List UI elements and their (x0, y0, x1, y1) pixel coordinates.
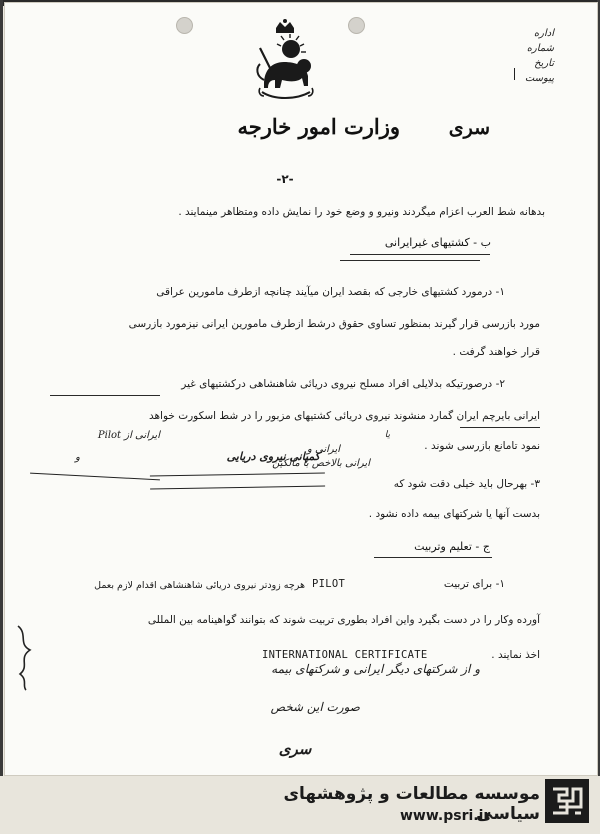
institute-logo-icon (545, 779, 589, 823)
lion-and-sun-emblem-icon (250, 18, 320, 100)
para4-line-1a: ۱- برای تربیت (443, 578, 505, 590)
para4-line-1b: هرچه زودتر نیروی دریائی شاهنشاهی اقدام لازم بعمل (94, 580, 305, 591)
meta-office-label: اداره (533, 28, 554, 39)
para2-line-1: ۲- درصورتیکه بدلایلی افراد مسلح نیروی دریائی شاهنشاهی درکشتیهای غیر (181, 378, 505, 390)
handwritten-note-pilot: Pilot ایرانی از (97, 430, 160, 441)
para1-line-3: قرار خواهند گرفت . (452, 346, 540, 358)
para3-line-2: بدست آنها یا شرکتهای بیمه داده نشود . (368, 508, 540, 520)
handwritten-margin-mark (14, 622, 36, 692)
para2-underline-b (460, 427, 540, 428)
punch-hole-left (176, 17, 193, 34)
page-number: -۲- (276, 172, 294, 186)
meta-tick (514, 68, 515, 80)
section-b-title: ب - کشتیهای غیرایرانی (384, 236, 491, 249)
handwritten-note-line-a: ایرانی و (307, 444, 340, 455)
para2-line-2: ایرانی بایرچم ایران گمارد منشوند نیروی دریائی کشتیهای مزبور را در شط اسکورت خواهد (148, 410, 540, 422)
scan-border-left (0, 0, 3, 834)
pilot-term: PILOT (312, 578, 346, 590)
section-c-title: ج - تعلیم وتربیت (414, 540, 490, 553)
meta-attachment-label: پیوست (524, 73, 554, 84)
meta-number-label: شماره (526, 43, 554, 54)
letterhead-meta-labels (494, 26, 554, 86)
para4-line-3: اخذ نمایند . (491, 649, 540, 661)
institute-name: موسسه مطالعات و پژوهشهای سیاسی (283, 784, 540, 824)
para3-line-1: ۳- بهرحال باید خیلی دقت شود که (393, 478, 540, 490)
classification-secret: سری (448, 117, 490, 139)
para2-line-3: نمود تامانع بازرسی شوند . (424, 440, 540, 452)
para2-underline-a (50, 395, 160, 396)
section-b-underline (350, 254, 490, 255)
handwritten-note-and: و (75, 452, 80, 463)
para1-line-1: ۱- درمورد کشتیهای خارجی که بقصد ایران میآیند چنانچه ازطرف مامورین عراقی (156, 286, 505, 298)
institute-url: www.psri.ir (400, 808, 491, 824)
footer-secret-stamp: سری (278, 740, 312, 758)
para4-line-2: آورده وکار را در دست بگیرد واین افراد بطوری تربیت شوند که بتوانند گواهینامه بین المللی (147, 614, 540, 626)
body-line-1: بدهانه شط العرب اعزام میگردند ونیرو و وضع خود را نمایش داده ومتظاهر مینمایند . (178, 206, 545, 218)
handwritten-note-line-b: کمپانی نیروی دریایی (226, 450, 320, 463)
handwritten-note-bottom-2: صورت این شخص (270, 700, 360, 714)
meta-date-label: تاریخ (534, 58, 554, 69)
handwritten-note-line-c: ایرانی بالاخص با مالکین (272, 458, 370, 469)
section-c-underline (374, 557, 492, 558)
punch-hole-right (348, 17, 365, 34)
para1-line-2: مورد بازرسی قرار گیرند بمنظور تساوی حقوق درشط ازطرف مامورین ایرانی نیزمورد بازرسی (128, 318, 540, 330)
handwritten-note-small: یا (384, 430, 390, 440)
section-b-underline-2 (340, 260, 480, 261)
handwritten-note-bottom-1: و از شرکتهای دیگر ایرانی و شرکتهای بیمه (271, 662, 480, 676)
ministry-title: وزارت امور خارجه (237, 114, 400, 139)
international-certificate-term: INTERNATIONAL CERTIFICATE (262, 649, 428, 661)
